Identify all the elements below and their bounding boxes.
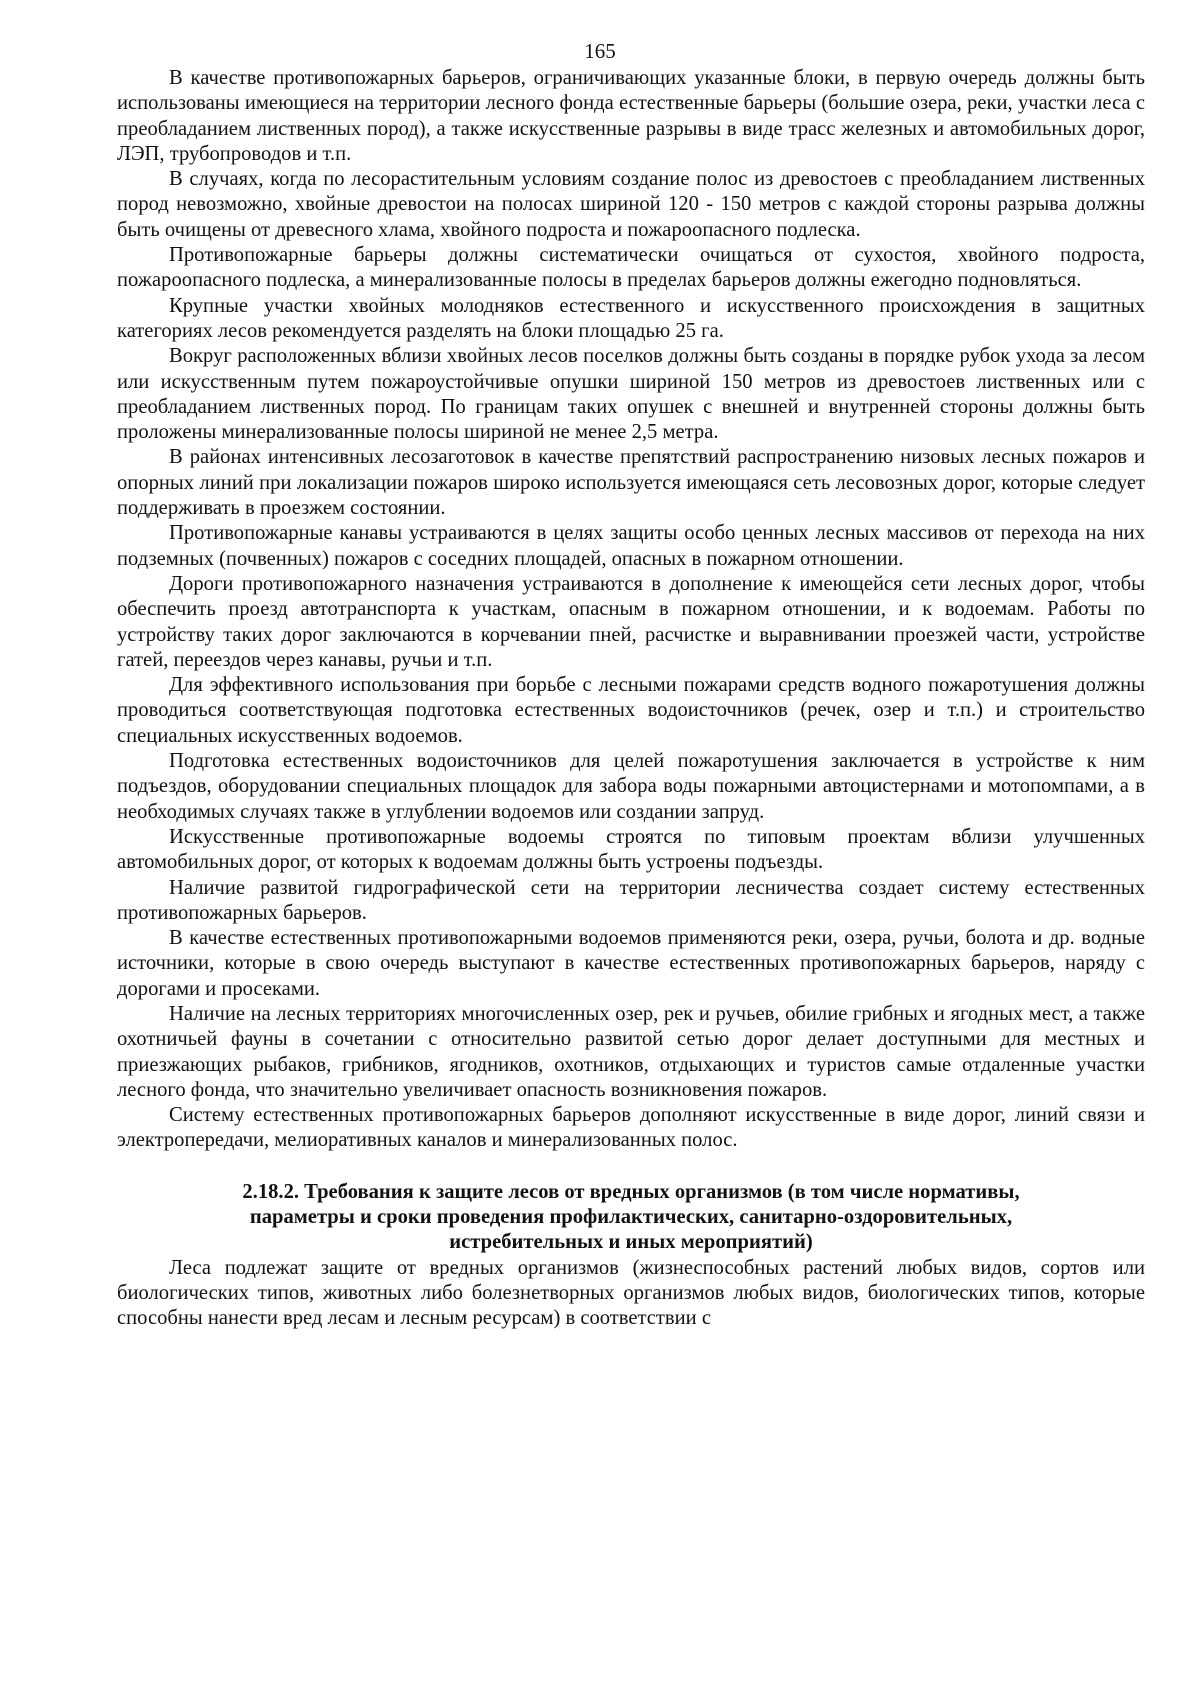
paragraph: Искусственные противопожарные водоемы строятся по типовым проектам вблизи улучшенных автомобильных дорог, от которых к водоемам должны быть устроены подъезды. (117, 825, 1145, 874)
section-heading (117, 1180, 1145, 1256)
paragraph: Систему естественных противопожарных барьеров дополняют искусственные в виде дорог, линий связи и электропередачи, мелиоративных каналов и минерализованных полос. (117, 1104, 1145, 1152)
paragraph: В качестве естественных противопожарными водоемов применяются реки, озера, ручьи, болота и др. водные источники, которые в свою очередь выступают в качестве естественных противопожарных барьеров, наряду с дорогами и просеками. (117, 927, 1145, 1000)
paragraph: В районах интенсивных лесозаготовок в качестве препятствий распространению низовых лесных пожаров и опорных линий при локализации пожаров широко используется имеющаяся сеть лесовозных дорог, которые следует поддерживать в проезжем состоянии. (117, 446, 1145, 520)
section-heading-line: 2.18.2. Требования к защите лесов от вредных организмов (в том числе нормативы, (242, 1180, 1020, 1203)
paragraph: Дороги противопожарного назначения устраиваются в дополнение к имеющейся сети лесных дорог, чтобы обеспечить проезд автотранспорта к участкам, опасным в пожарном отношении, и к водоемам. Работы по устройству таких дорог заключаются в корчевании пней, расчистке и выравнивании проезжей части, устройстве гатей, переездов через канавы, ручьи и т.п. (117, 572, 1145, 671)
paragraph: Наличие на лесных территориях многочисленных озер, рек и ручьев, обилие грибных и ягодных мест, а также охотничьей фауны в сочетании с относительно развитой сетью дорог делает доступными для местных и приезжающих рыбаков, грибников, ягодников, охотников, отдыхающих и туристов самые отдаленные участки лесного фонда, что значительно увеличивает опасность возникновения пожаров. (117, 1002, 1145, 1101)
paragraph: Крупные участки хвойных молодняков естественного и искусственного происхождения в защитных категориях лесов рекомендуется разделять на блоки площадью 25 га. (117, 294, 1145, 342)
paragraph: Вокруг расположенных вблизи хвойных лесов поселков должны быть созданы в порядке рубок ухода за лесом или искусственным путем пожароустойчивые опушки шириной 150 метров из древостоев лиственных или с преобладанием лиственных пород. По границам таких опушек с внешней и внутренней стороны должны быть проложены минерализованные полосы шириной не менее 2,5 метра. (117, 345, 1145, 444)
section-heading-line: истребительных и иных мероприятий) (449, 1231, 813, 1254)
page-number: 165 (584, 39, 616, 63)
paragraph: В случаях, когда по лесорастительным условиям создание полос из древостоев с преобладанием лиственных пород невозможно, хвойные древостои на полосах шириной 120 - 150 метров с каждой стороны разрыва должны быть очищены от древесного хлама, хвойного подроста и пожароопасного подлеска. (117, 168, 1145, 241)
paragraph: В качестве противопожарных барьеров, ограничивающих указанные блоки, в первую очередь должны быть использованы имеющиеся на территории лесного фонда естественные барьеры (большие озера, реки, участки леса с преобладанием лиственных пород), а также искусственные разрывы в виде трасс железных и автомобильных дорог, ЛЭП, трубопроводов и т.п. (117, 67, 1145, 165)
paragraph: Для эффективного использования при борьбе с лесными пожарами средств водного пожаротушения должны проводиться соответствующая подготовка естественных водоисточников (речек, озер и т.п.) и строительство специальных искусственных водоемов. (117, 674, 1145, 747)
paragraph: Леса подлежат защите от вредных организмов (жизнеспособных растений любых видов, сортов или биологических типов, животных либо болезнетворных организмов любых видов, биологических типов, которые способны нанести вред лесам и лесным ресурсам) в соответствии с (117, 1256, 1145, 1330)
paragraph: Подготовка естественных водоисточников для целей пожаротушения заключается в устройстве к ним подъездов, оборудовании специальных площадок для забора воды пожарными автоцистернами и мотопомпами, а в необходимых случаях также в углублении водоемов или создании запруд. (117, 750, 1145, 823)
paragraph: Противопожарные канавы устраиваются в целях защиты особо ценных лесных массивов от перехода на них подземных (почвенных) пожаров с соседних площадей, опасных в пожарном отношении. (117, 522, 1145, 570)
paragraph: Противопожарные барьеры должны систематически очищаться от сухостоя, хвойного подроста, пожароопасного подлеска, а минерализованные полосы в пределах барьеров должны ежегодно подновляться. (117, 244, 1145, 292)
paragraph: Наличие развитой гидрографической сети на территории лесничества создает систему естественных противопожарных барьеров. (117, 876, 1145, 924)
document-body (117, 66, 1145, 1332)
section-heading-line: параметры и сроки проведения профилактических, санитарно-оздоровительных, (249, 1206, 1013, 1229)
